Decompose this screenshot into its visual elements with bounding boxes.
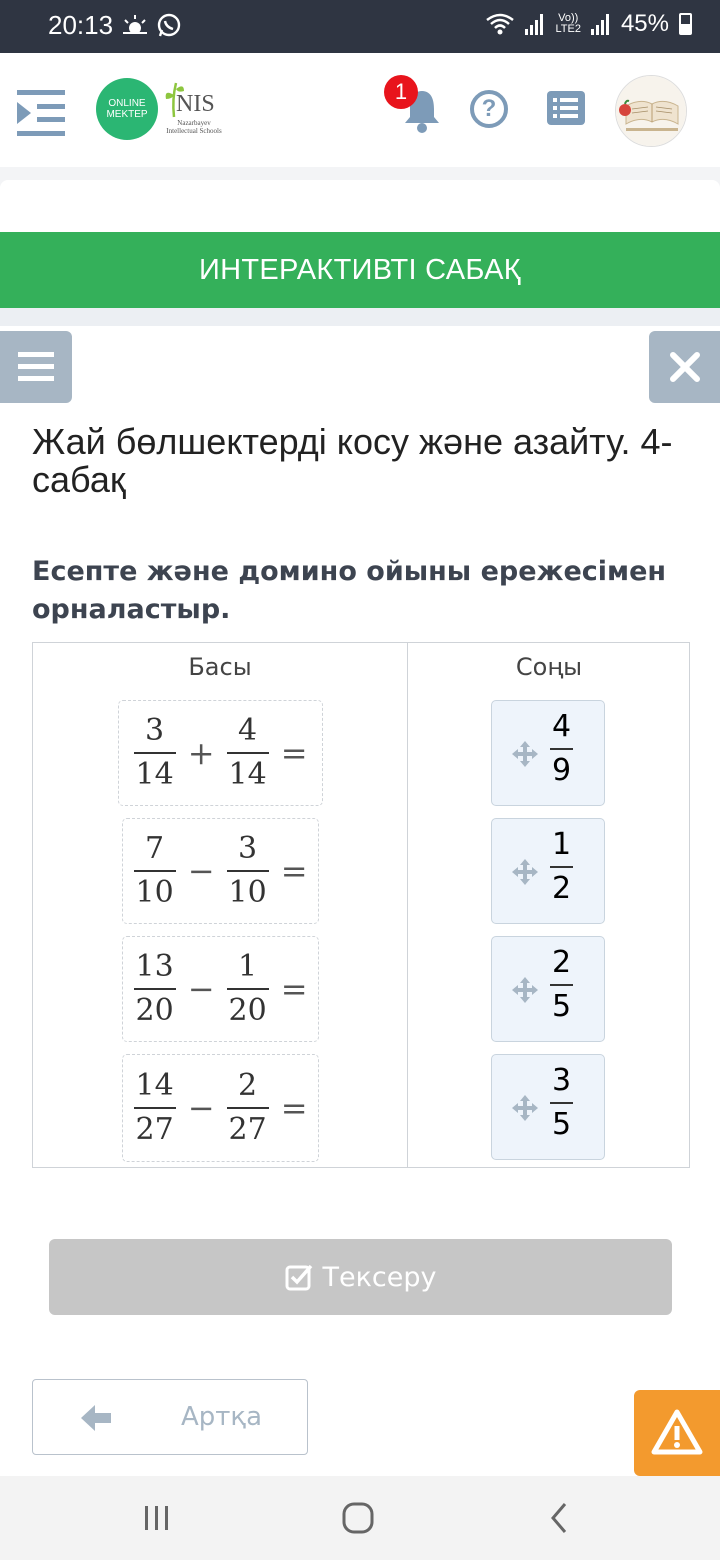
expression	[119, 701, 322, 805]
home-icon[interactable]	[341, 1501, 375, 1535]
fraction: $\frac{3}{10}$	[228, 831, 267, 910]
avatar-book-image	[616, 76, 687, 147]
check-button[interactable]	[49, 1239, 672, 1315]
move-icon	[510, 857, 540, 887]
move-icon	[510, 1093, 540, 1123]
menu-indent-icon[interactable]	[17, 90, 67, 136]
expression	[123, 1055, 318, 1161]
status-right	[485, 10, 692, 38]
whatsapp-icon	[156, 12, 182, 38]
column-header-start: Басы	[188, 653, 252, 681]
list-icon[interactable]	[547, 91, 585, 125]
back-button-label: Артқа	[181, 1402, 263, 1432]
avatar[interactable]	[615, 75, 687, 147]
status-bar	[0, 0, 720, 53]
status-time: 20:13	[48, 10, 114, 40]
equals-sign: =	[280, 852, 308, 890]
fraction: $\frac{4}{14}$	[228, 713, 267, 792]
status-left-icons	[122, 12, 182, 38]
signal-icon	[525, 13, 545, 35]
notification-badge: 1	[384, 75, 418, 109]
online-mektep-logo: ONLINE MEKTEP	[96, 78, 158, 140]
operator: −	[187, 852, 215, 890]
weather-icon	[122, 14, 148, 36]
equals-sign: =	[280, 970, 308, 1008]
close-button[interactable]	[649, 331, 720, 403]
report-problem-button[interactable]	[634, 1390, 720, 1476]
network-label: Vo)) LTE2	[555, 12, 581, 35]
column-divider	[407, 643, 408, 1167]
checkbox-icon	[285, 1263, 313, 1291]
battery-icon	[679, 13, 692, 35]
start-tile-3[interactable]	[122, 936, 319, 1042]
move-icon	[510, 739, 540, 769]
fraction: $\frac{7}{10}$	[135, 831, 174, 910]
arrow-left-icon	[79, 1402, 115, 1434]
answer-fraction: 2 5	[552, 945, 572, 1024]
operator: +	[187, 734, 215, 772]
answer-fraction: 1 2	[552, 827, 572, 906]
end-tile-2[interactable]	[491, 818, 605, 924]
start-tile-1[interactable]	[118, 700, 323, 806]
equals-sign: =	[280, 1089, 308, 1127]
equals-sign: =	[280, 734, 308, 772]
interactive-lesson-banner: ИНТЕРАКТИВТІ САБАҚ	[0, 232, 720, 308]
start-tile-4[interactable]	[122, 1054, 319, 1162]
task-instruction: Есепте жəне домино ойыны ережесімен орналастыр.	[32, 556, 667, 625]
fraction: $\frac{3}{14}$	[135, 713, 174, 792]
fraction: $\frac{2}{27}$	[228, 1068, 267, 1147]
lesson-menu-button[interactable]	[0, 331, 72, 403]
wifi-icon	[485, 12, 515, 36]
operator: −	[187, 1089, 215, 1127]
nis-logo: NIS Nazarbayev Intellectual Schools	[162, 79, 222, 143]
battery-percent: 45%	[620, 10, 669, 37]
fraction: $\frac{14}{27}$	[135, 1068, 174, 1147]
app-header	[0, 53, 720, 167]
end-tile-3[interactable]	[491, 936, 605, 1042]
expression	[123, 819, 318, 923]
domino-table	[32, 642, 690, 1168]
hamburger-icon	[0, 331, 72, 403]
fraction: $\frac{1}{20}$	[228, 949, 267, 1028]
column-header-end: Соңы	[515, 653, 583, 681]
lesson-title: Жай бөлшектерді косу жəне азайту. 4-сабақ	[32, 421, 673, 500]
warning-icon	[634, 1390, 720, 1476]
operator: −	[187, 970, 215, 1008]
divider	[0, 308, 720, 326]
check-button-label: Тексеру	[322, 1261, 437, 1293]
recent-apps-icon[interactable]	[142, 1503, 172, 1533]
system-nav-bar	[0, 1476, 720, 1560]
expression	[123, 937, 318, 1041]
back-button[interactable]	[32, 1379, 308, 1455]
end-tile-4[interactable]	[491, 1054, 605, 1160]
end-tile-1[interactable]	[491, 700, 605, 806]
close-icon	[669, 351, 701, 383]
back-nav-icon[interactable]	[545, 1501, 575, 1535]
move-icon	[510, 975, 540, 1005]
start-tile-2[interactable]	[122, 818, 319, 924]
answer-fraction: 4 9	[552, 709, 572, 788]
help-circle-icon[interactable]: ?	[470, 90, 508, 128]
answer-fraction: 3 5	[552, 1063, 572, 1142]
signal-icon-2	[591, 13, 611, 35]
fraction: $\frac{13}{20}$	[135, 949, 174, 1028]
card-top	[0, 180, 720, 232]
